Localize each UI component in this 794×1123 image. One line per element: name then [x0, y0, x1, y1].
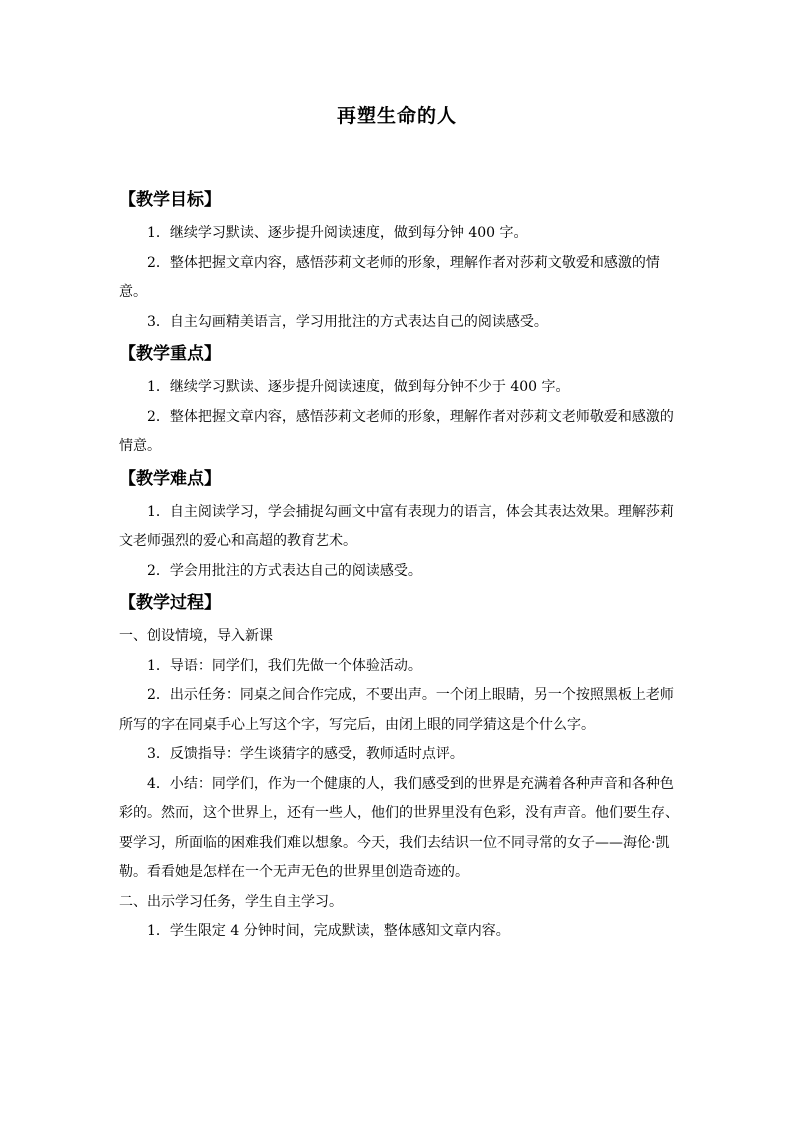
goal-item-2: 2．整体把握文章内容，感悟莎莉文老师的形象，理解作者对莎莉文敬爱和感激的情意。: [119, 254, 660, 300]
goal-item-1: 1．继续学习默读、逐步提升阅读速度，做到每分钟 400 字。: [147, 225, 528, 241]
goal-item-3: 3．自主勾画精美语言，学习用批注的方式表达自己的阅读感受。: [147, 313, 548, 330]
section-heading-difficulties: 【教学难点】: [119, 468, 221, 489]
process-item-5: 1．学生限定 4 分钟时间，完成默读，整体感知文章内容。: [147, 923, 510, 939]
process-item-2: 2．出示任务：同桌之间合作完成，不要出声。一个闭上眼睛，另一个按照黑板上老师所写的字在同桌手心上写这个字，写完后，由闭上眼的同学猜这是个什么字。: [119, 687, 674, 733]
document-body: [119, 183, 679, 947]
process-item-3: 3．反馈指导：学生谈猜字的感受，教师适时点评。: [147, 746, 464, 762]
key-point-item-2: 2．整体把握文章内容，感悟莎莉文老师的形象，理解作者对莎莉文老师敬爱和感激的情意。: [119, 408, 674, 454]
process-step-heading-1: 一、创设情境，导入新课: [119, 628, 273, 644]
section-heading-teaching-goals: 【教学目标】: [119, 190, 221, 210]
difficulty-item-2: 2．学会用批注的方式表达自己的阅读感受。: [147, 562, 422, 579]
process-item-4: 4．小结：同学们，作为一个健康的人，我们感受到的世界是充满着各种声音和各种色彩的。然而，这个世界上，还有一些人，他们的世界里没有色彩，没有声音。他们要生存、要学习，所面临的困难我们难以想象。今天，我们去结识一位不同寻常的女子——海伦·凯勒。看看她是怎样在一个无声无色的世界里创造奇迹的。: [119, 775, 679, 880]
process-item-1: 1．导语：同学们，我们先做一个体验活动。: [147, 657, 422, 674]
page-title: 再塑生命的人: [336, 105, 457, 127]
section-heading-key-points: 【教学重点】: [119, 344, 221, 364]
key-point-item-1: 1．继续学习默读、逐步提升阅读速度，做到每分钟不少于 400 字。: [147, 379, 570, 395]
difficulty-item-1: 1．自主阅读学习，学会捕捉勾画文中富有表现力的语言，体会其表达效果。理解莎莉文老师强烈的爱心和高超的教育艺术。: [119, 503, 674, 549]
section-heading-teaching-process: 【教学过程】: [119, 593, 221, 613]
process-step-heading-2: 二、出示学习任务，学生自主学习。: [119, 893, 343, 910]
